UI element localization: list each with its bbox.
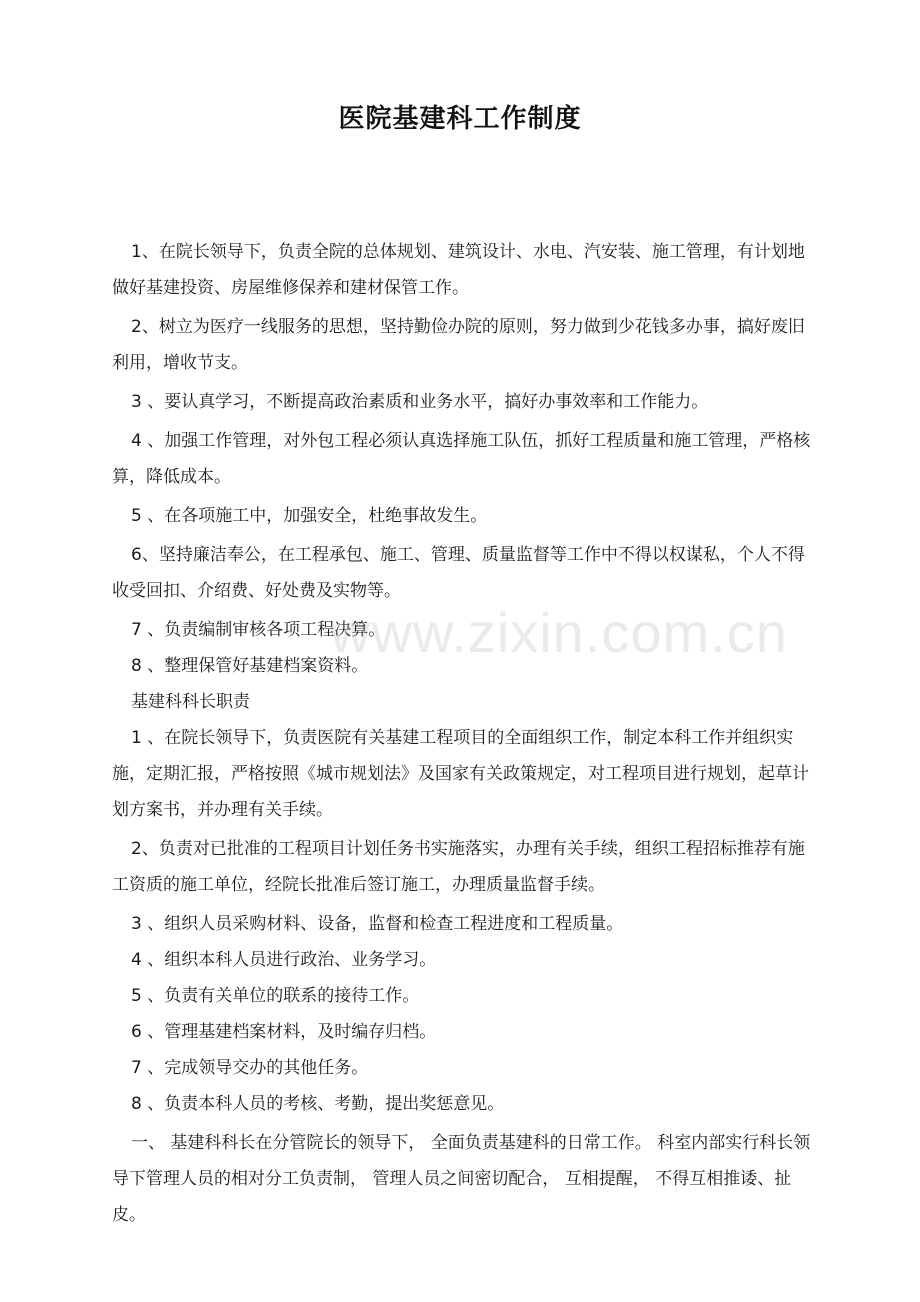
paragraph: 7 、负责编制审核各项工程决算。: [131, 620, 386, 640]
paragraph: 5 、在各项施工中，加强安全，杜绝事故发生。: [131, 506, 488, 526]
closing-paragraph: 一、 基建科科长在分管院长的领导下， 全面负责基建科的日常工作。 科室内部实行科长领导下管理人员的相对分工负责制， 管理人员之间密切配合， 互相提醒， 不得互相推诿、扯皮。: [112, 1133, 811, 1225]
paragraph: 4 、加强工作管理，对外包工程必须认真选择施工队伍，抓好工程质量和施工管理，严格核算，降低成本。: [112, 431, 811, 487]
section-subheading: 基建科科长职责: [131, 692, 250, 712]
paragraph: 5 、负责有关单位的联系的接待工作。: [131, 986, 420, 1006]
paragraph: 1 、在院长领导下，负责医院有关基建工程项目的全面组织工作，制定本科工作并组织实施，定期汇报，严格按照《城市规划法》及国家有关政策规定，对工程项目进行规划，起草计划方案书，并办理有关手续。: [112, 728, 809, 820]
paragraph: 2、负责对已批准的工程项目计划任务书实施落实，办理有关手续，组织工程招标推荐有施工资质的施工单位，经院长批准后签订施工，办理质量监督手续。: [112, 839, 805, 895]
watermark: www.zixin.com.cn: [330, 601, 788, 664]
paragraph: 6、坚持廉洁奉公，在工程承包、施工、管理、质量监督等工作中不得以权谋私，个人不得收受回扣、介绍费、好处费及实物等。: [112, 545, 805, 601]
paragraph: 7 、完成领导交办的其他任务。: [131, 1058, 369, 1078]
paragraph: 3 、组织人员采购材料、设备，监督和检查工程进度和工程质量。: [131, 914, 624, 934]
document-title: 医院基建科工作制度: [338, 104, 582, 134]
paragraph: 1、在院长领导下，负责全院的总体规划、建筑设计、水电、汽安装、施工管理，有计划地做好基建投资、房屋维修保养和建材保管工作。: [112, 242, 805, 298]
document-body: [112, 234, 820, 1233]
paragraph: 8 、负责本科人员的考核、考勤，提出奖惩意见。: [131, 1094, 505, 1114]
paragraph: 6 、管理基建档案材料，及时编存归档。: [131, 1022, 437, 1042]
paragraph: 3 、要认真学习，不断提高政治素质和业务水平，搞好办事效率和工作能力。: [131, 392, 709, 412]
paragraph: 8 、整理保管好基建档案资料。: [131, 656, 369, 676]
paragraph: 2、树立为医疗一线服务的思想，坚持勤俭办院的原则，努力做到少花钱多办事，搞好废旧利用，增收节支。: [112, 317, 805, 373]
paragraph: 4 、组织本科人员进行政治、业务学习。: [131, 950, 437, 970]
